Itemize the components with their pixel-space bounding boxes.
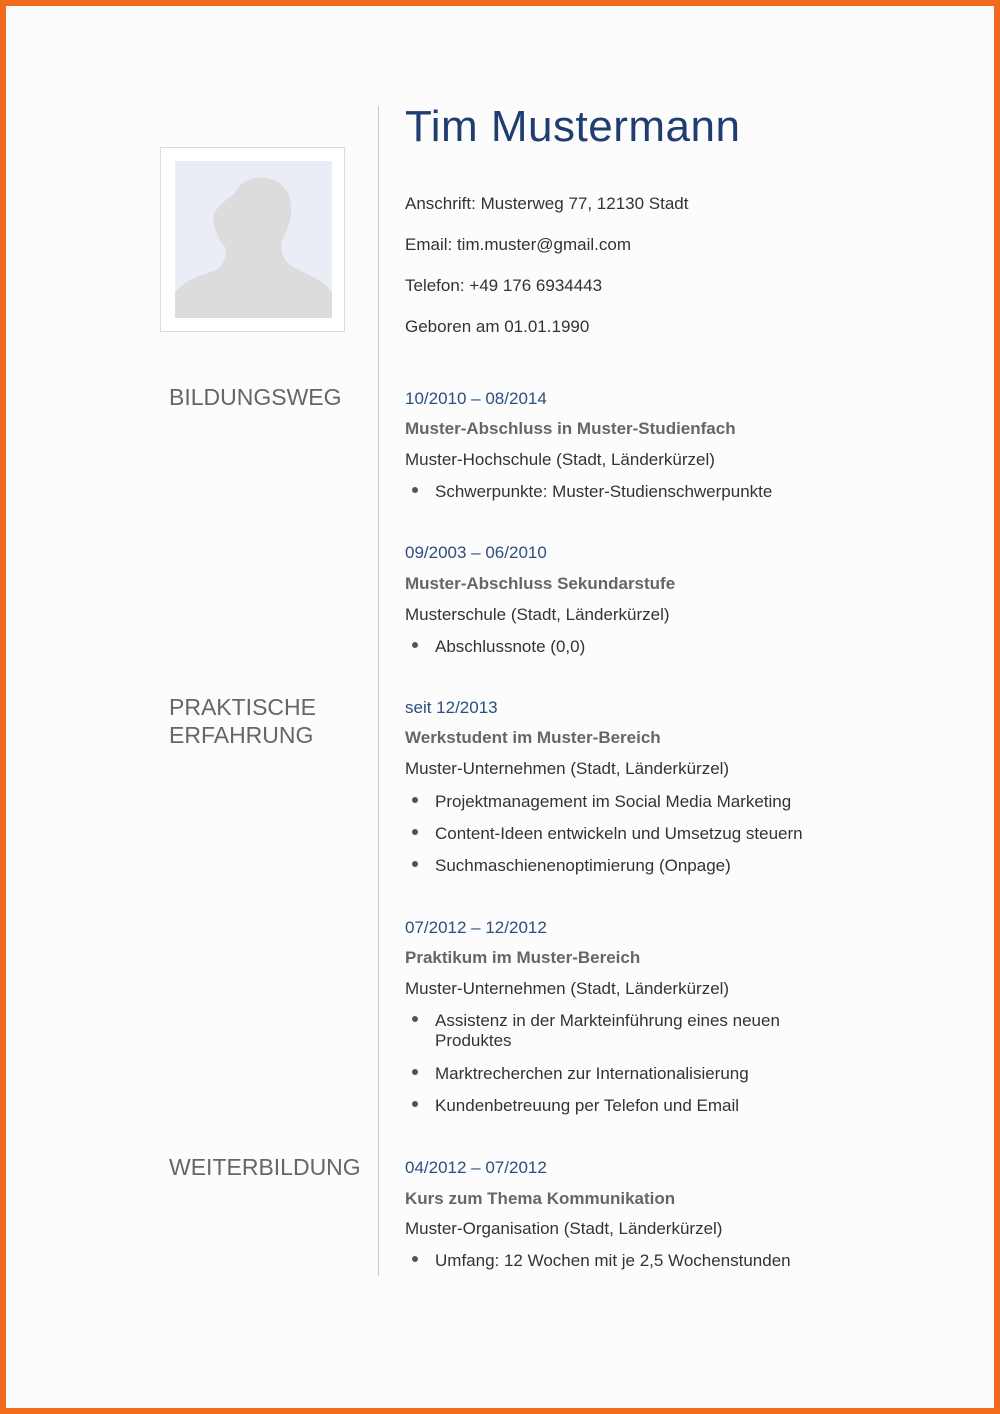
entry-bullet: Abschlussnote (0,0) [435, 637, 586, 656]
vertical-divider [378, 106, 379, 1276]
entry-organization: Muster-Organisation (Stadt, Länderkürzel) [405, 1219, 723, 1238]
bullet-icon [412, 829, 418, 835]
entry-title: Praktikum im Muster-Bereich [405, 948, 641, 967]
entry-bullet: Kundenbetreuung per Telefon und Email [435, 1096, 740, 1115]
entry-bullet: Marktrecherchen zur Internationalisierung [435, 1064, 749, 1083]
bullet-icon [412, 1101, 418, 1107]
profile-photo [160, 147, 345, 332]
entry-bullet: Content-Ideen entwickeln und Umsetzug steuern [435, 824, 803, 843]
bullet-icon [412, 1016, 418, 1022]
entry-organization: Muster-Unternehmen (Stadt, Länderkürzel) [405, 979, 730, 998]
bullet-icon [412, 1069, 418, 1075]
bullet-icon [412, 487, 418, 493]
entry-bullet: Suchmaschienenoptimierung (Onpage) [435, 856, 731, 875]
entry-title: Muster-Abschluss in Muster-Studienfach [405, 419, 736, 438]
entry-date: seit 12/2013 [405, 698, 498, 717]
entry-bullet: Assistenz in der Markteinführung eines neuen Produktes [435, 1011, 780, 1050]
contact-address: Anschrift: Musterweg 77, 12130 Stadt [405, 194, 689, 213]
entry-date: 10/2010 – 08/2014 [405, 389, 547, 408]
entry-title: Muster-Abschluss Sekundarstufe [405, 574, 676, 593]
entry-bullet: Projektmanagement im Social Media Marketing [435, 792, 792, 811]
section-praxis-line1: PRAKTISCHE [169, 694, 316, 720]
section-weiterbildung: WEITERBILDUNG [169, 1154, 361, 1180]
entry-bullet: Umfang: 12 Wochen mit je 2,5 Wochenstunden [435, 1251, 791, 1270]
entry-title: Werkstudent im Muster-Bereich [405, 728, 661, 747]
entry-bullet: Schwerpunkte: Muster-Studienschwerpunkte [435, 482, 773, 501]
candidate-name: Tim Mustermann [405, 102, 741, 151]
contact-email: Email: tim.muster@gmail.com [405, 235, 632, 254]
entry-organization: Muster-Unternehmen (Stadt, Länderkürzel) [405, 759, 730, 778]
person-silhouette-icon [175, 161, 332, 318]
entry-organization: Musterschule (Stadt, Länderkürzel) [405, 605, 670, 624]
contact-phone: Telefon: +49 176 6934443 [405, 276, 603, 295]
bullet-icon [412, 797, 418, 803]
entry-date: 07/2012 – 12/2012 [405, 918, 547, 937]
bullet-icon [412, 1256, 418, 1262]
entry-title: Kurs zum Thema Kommunikation [405, 1189, 676, 1208]
bullet-icon [412, 861, 418, 867]
section-praxis-line2: ERFAHRUNG [169, 722, 314, 748]
bullet-icon [412, 642, 418, 648]
entry-organization: Muster-Hochschule (Stadt, Länderkürzel) [405, 450, 715, 469]
entry-date: 04/2012 – 07/2012 [405, 1158, 547, 1177]
entry-date: 09/2003 – 06/2010 [405, 543, 547, 562]
section-bildungsweg: BILDUNGSWEG [169, 384, 342, 410]
contact-birthdate: Geboren am 01.01.1990 [405, 317, 590, 336]
